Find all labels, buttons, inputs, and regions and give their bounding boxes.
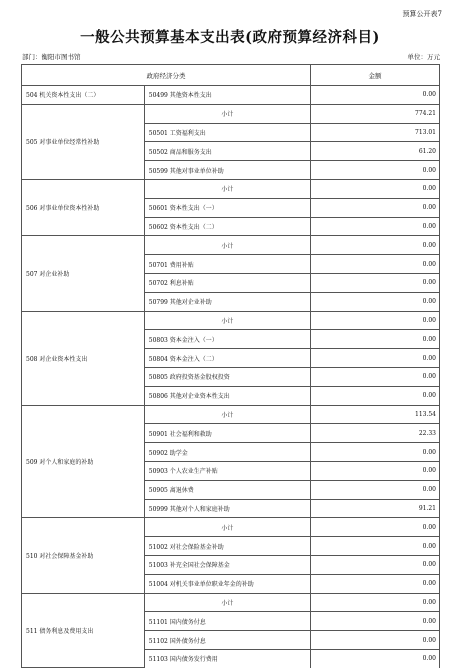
column-header-category: 政府经济分类 [22, 65, 311, 86]
item-amount: 0.00 [310, 198, 439, 217]
item-amount: 61.20 [310, 142, 439, 161]
subtotal-row [22, 236, 440, 255]
table-row [22, 86, 440, 105]
item-name: 50903 个人农业生产补贴 [144, 461, 310, 480]
category-cell: 509 对个人和家庭的补助 [22, 405, 145, 518]
item-name: 50803 资本金注入（一） [144, 330, 310, 349]
subtotal-row [22, 518, 440, 537]
unit-label: 单位：万元 [407, 53, 440, 61]
item-name: 50901 社会福利和救助 [144, 424, 310, 443]
item-amount: 0.00 [310, 555, 439, 574]
item-name: 50701 费用补贴 [144, 255, 310, 274]
item-amount: 0.00 [310, 461, 439, 480]
page-title: 一般公共预算基本支出表(政府预算经济科目) [80, 29, 380, 46]
item-name: 51101 国内债务付息 [144, 612, 310, 631]
category-cell: 506 对事业单位资本性补助 [22, 179, 145, 235]
item-amount: 0.00 [310, 161, 439, 180]
item-amount: 0.00 [310, 273, 439, 292]
subtotal-amount: 0.00 [310, 311, 439, 330]
item-amount: 0.00 [310, 574, 439, 593]
subtotal-row [22, 179, 440, 198]
item-amount: 0.00 [310, 86, 439, 105]
subtotal-label: 小计 [144, 311, 310, 330]
item-name: 50805 政府投资基金股权投资 [144, 367, 310, 386]
item-name: 50501 工资福利支出 [144, 123, 310, 142]
budget-table [21, 64, 440, 668]
category-cell: 507 对企业补助 [22, 236, 145, 311]
item-name: 51102 国外债务付息 [144, 631, 310, 650]
subtotal-row [22, 405, 440, 424]
item-name: 50799 其他对企业补助 [144, 292, 310, 311]
subtotal-row [22, 311, 440, 330]
subtotal-amount: 0.00 [310, 593, 439, 612]
item-name: 50905 离退休费 [144, 480, 310, 499]
subtotal-label: 小计 [144, 104, 310, 123]
item-amount: 0.00 [310, 537, 439, 556]
item-amount: 713.01 [310, 123, 439, 142]
item-name: 50702 利息补贴 [144, 273, 310, 292]
subtotal-label: 小计 [144, 593, 310, 612]
item-amount: 0.00 [310, 480, 439, 499]
subtotal-amount: 0.00 [310, 518, 439, 537]
item-name: 51002 对社会保险基金补助 [144, 537, 310, 556]
department-label: 部门：衡阳市图书馆 [22, 53, 81, 61]
item-name: 50602 资本性支出（二） [144, 217, 310, 236]
category-cell: 505 对事业单位经常性补助 [22, 104, 145, 179]
item-amount: 0.00 [310, 292, 439, 311]
item-amount: 22.33 [310, 424, 439, 443]
category-cell: 508 对企业资本性支出 [22, 311, 145, 405]
table-body [22, 86, 440, 668]
item-amount: 0.00 [310, 443, 439, 462]
subtotal-row [22, 593, 440, 612]
column-header-amount: 金额 [310, 65, 439, 86]
category-cell: 511 债务利息及费用支出 [22, 593, 145, 668]
subtotal-amount: 0.00 [310, 236, 439, 255]
item-amount: 0.00 [310, 386, 439, 405]
item-name: 50806 其他对企业资本性支出 [144, 386, 310, 405]
item-name: 50599 其他对事业单位补助 [144, 161, 310, 180]
item-amount: 0.00 [310, 612, 439, 631]
item-name: 51004 对机关事业单位职业年金的补助 [144, 574, 310, 593]
item-amount: 0.00 [310, 631, 439, 650]
item-amount: 0.00 [310, 217, 439, 236]
item-amount: 91.21 [310, 499, 439, 518]
subtotal-label: 小计 [144, 405, 310, 424]
item-name: 50999 其他对个人和家庭补助 [144, 499, 310, 518]
item-amount: 0.00 [310, 255, 439, 274]
item-name: 51103 国内债务发行费用 [144, 649, 310, 667]
item-amount: 0.00 [310, 349, 439, 368]
item-name: 50601 资本性支出（一） [144, 198, 310, 217]
form-tag: 预算公开表7 [402, 10, 442, 18]
category-cell: 510 对社会保障基金补助 [22, 518, 145, 593]
category-cell: 504 机关资本性支出（二） [22, 86, 145, 105]
subtotal-amount: 0.00 [310, 179, 439, 198]
subtotal-label: 小计 [144, 236, 310, 255]
subtotal-row [22, 104, 440, 123]
subtotal-label: 小计 [144, 518, 310, 537]
item-amount: 0.00 [310, 649, 439, 667]
item-name: 50499 其他资本性支出 [144, 86, 310, 105]
item-amount: 0.00 [310, 330, 439, 349]
table-header-row [22, 65, 440, 86]
item-amount: 0.00 [310, 367, 439, 386]
item-name: 50502 商品和服务支出 [144, 142, 310, 161]
item-name: 51003 补充全国社会保障基金 [144, 555, 310, 574]
subtotal-amount: 774.21 [310, 104, 439, 123]
subtotal-amount: 113.54 [310, 405, 439, 424]
subtotal-label: 小计 [144, 179, 310, 198]
item-name: 50804 资本金注入（二） [144, 349, 310, 368]
item-name: 50902 助学金 [144, 443, 310, 462]
